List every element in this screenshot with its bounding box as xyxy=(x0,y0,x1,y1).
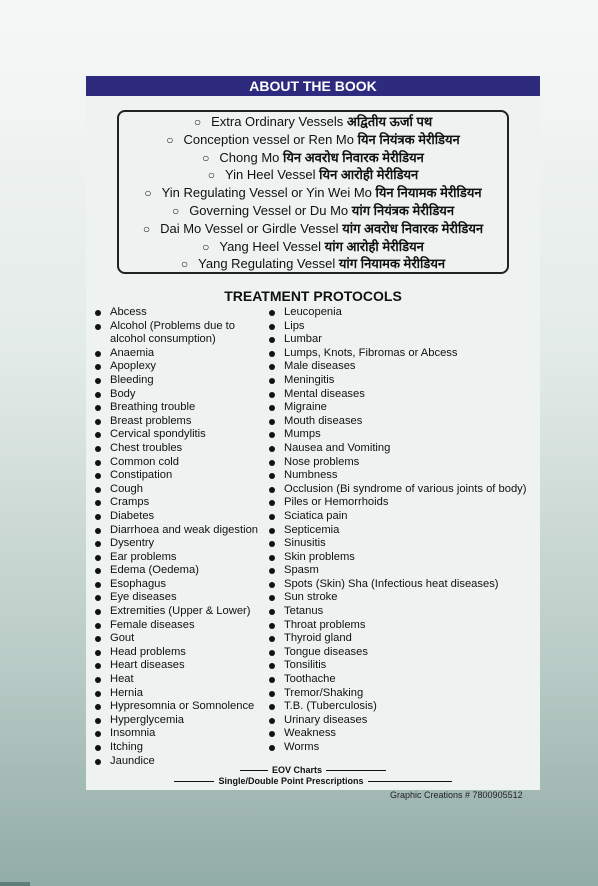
bullet-icon xyxy=(269,650,275,656)
bullet-icon xyxy=(269,310,275,316)
treatment-label: Cramps xyxy=(110,496,150,509)
vessel-item xyxy=(119,131,507,149)
treatment-label: Anaemia xyxy=(110,346,155,359)
treatment-label: Cough xyxy=(110,482,143,495)
treatment-label: Numbness xyxy=(284,469,338,482)
bullet-icon xyxy=(269,419,275,425)
circle-outline-icon: ○ xyxy=(180,257,189,272)
bullet-icon xyxy=(269,392,275,398)
vessel-item xyxy=(119,238,507,256)
treatment-label: Heart diseases xyxy=(110,659,185,672)
treatment-item xyxy=(92,619,267,633)
vessel-english-name: Governing Vessel or Du Mo xyxy=(189,202,349,218)
treatment-item xyxy=(266,551,540,565)
bullet-icon xyxy=(269,364,275,370)
vessel-english-name: Yin Regulating Vessel or Yin Wei Mo xyxy=(161,185,372,201)
treatment-label: Tongue diseases xyxy=(284,645,368,658)
treatment-item xyxy=(266,524,540,538)
treatment-item xyxy=(266,456,540,470)
treatment-item xyxy=(266,646,540,660)
bullet-icon xyxy=(269,324,275,330)
treatment-label: Head problems xyxy=(110,645,186,658)
bullet-icon xyxy=(269,528,275,534)
treatment-label: Sinusitis xyxy=(284,537,326,550)
bullet-icon xyxy=(95,487,101,493)
footer-prescriptions xyxy=(86,776,540,786)
treatment-label: Heat xyxy=(110,673,134,686)
vessel-item xyxy=(119,113,507,131)
treatment-label: Mumps xyxy=(284,428,321,441)
bullet-icon xyxy=(269,704,275,710)
treatment-item xyxy=(266,510,540,524)
vessel-english-name: Dai Mo Vessel or Girdle Vessel xyxy=(160,220,339,236)
bullet-icon xyxy=(269,623,275,629)
treatment-item xyxy=(266,388,540,402)
treatment-item xyxy=(92,659,267,673)
prescriptions-label: Single/Double Point Prescriptions xyxy=(218,776,364,786)
graphic-credit: Graphic Creations # 7800905512 xyxy=(390,790,523,800)
treatment-label: Edema (Oedema) xyxy=(110,564,199,577)
divider xyxy=(326,770,386,771)
treatment-label: Hypresomnia or Somnolence xyxy=(110,700,255,713)
treatment-item xyxy=(266,632,540,646)
treatment-label: Eye diseases xyxy=(110,591,177,604)
treatment-label: Female diseases xyxy=(110,618,195,631)
vessel-english-name: Conception vessel or Ren Mo xyxy=(183,131,354,147)
vessel-hindi-name: यांग आरोही मेरीडियन xyxy=(324,238,424,254)
vessel-english-name: Yang Heel Vessel xyxy=(219,238,322,254)
treatment-item xyxy=(266,496,540,510)
divider xyxy=(368,781,452,782)
treatment-label: Tonsilitis xyxy=(284,659,327,672)
treatment-label: Constipation xyxy=(110,469,173,482)
bullet-icon xyxy=(95,351,101,357)
circle-outline-icon: ○ xyxy=(144,186,152,201)
treatment-item xyxy=(92,591,267,605)
vessel-hindi-name: यांग अवरोध निवारक मेरीडियन xyxy=(342,220,484,236)
bullet-icon xyxy=(95,582,101,588)
treatment-label: Skin problems xyxy=(284,550,355,563)
treatment-item xyxy=(92,306,267,320)
treatment-item xyxy=(266,333,540,347)
treatment-label: Dysentry xyxy=(110,537,155,550)
treatment-label: Body xyxy=(110,387,136,400)
treatment-label: T.B. (Tuberculosis) xyxy=(284,700,377,713)
treatment-item xyxy=(92,524,267,538)
treatment-label: Insomnia xyxy=(110,727,156,740)
bullet-icon xyxy=(95,745,101,751)
bullet-icon xyxy=(95,663,101,669)
bullet-icon xyxy=(95,378,101,384)
treatment-label: Piles or Hemorrhoids xyxy=(284,496,389,509)
treatment-item xyxy=(266,619,540,633)
treatment-label: Thyroid gland xyxy=(284,632,352,645)
bullet-icon xyxy=(95,324,101,330)
bullet-icon xyxy=(269,568,275,574)
treatment-item xyxy=(266,605,540,619)
treatment-item xyxy=(92,442,267,456)
bullet-icon xyxy=(269,351,275,357)
bullet-icon xyxy=(95,704,101,710)
treatment-item xyxy=(92,388,267,402)
divider xyxy=(240,770,268,771)
treatment-label: Tremor/Shaking xyxy=(284,686,364,699)
bullet-icon xyxy=(95,541,101,547)
treatment-item xyxy=(92,578,267,592)
treatment-item xyxy=(92,632,267,646)
footer-eov-charts xyxy=(86,765,540,775)
bullet-icon xyxy=(95,691,101,697)
treatment-item xyxy=(266,306,540,320)
treatment-label: Toothache xyxy=(284,673,336,686)
vessel-english-name: Yin Heel Vessel xyxy=(224,167,316,183)
bullet-icon xyxy=(95,609,101,615)
treatment-label: Occlusion (Bi syndrome of various joints of body) xyxy=(284,482,527,495)
treatment-label: Sun stroke xyxy=(284,591,338,604)
vessels-box xyxy=(117,110,509,274)
treatment-label: Diarrhoea and weak digestion xyxy=(110,523,259,536)
treatment-item xyxy=(266,347,540,361)
circle-outline-icon: ○ xyxy=(202,239,210,254)
treatment-item xyxy=(266,483,540,497)
treatment-label: Cervical spondylitis xyxy=(110,428,206,441)
treatment-item xyxy=(266,673,540,687)
treatment-item xyxy=(92,605,267,619)
bullet-icon xyxy=(269,731,275,737)
treatment-item xyxy=(92,700,267,714)
bullet-icon xyxy=(95,718,101,724)
treatment-item xyxy=(92,673,267,687)
treatment-item xyxy=(92,483,267,497)
treatment-item xyxy=(92,496,267,510)
bullet-icon xyxy=(269,609,275,615)
treatment-item xyxy=(92,456,267,470)
treatment-item xyxy=(266,659,540,673)
treatment-label: Bleeding xyxy=(110,373,154,386)
treatment-item xyxy=(92,374,267,388)
treatment-item xyxy=(92,347,267,361)
treatment-label: Urinary diseases xyxy=(284,713,368,726)
treatment-item xyxy=(92,401,267,415)
treatment-item xyxy=(266,591,540,605)
treatment-label: Common cold xyxy=(110,455,180,468)
circle-outline-icon: ○ xyxy=(207,168,215,183)
treatment-label: Ear problems xyxy=(110,550,177,563)
bullet-icon xyxy=(269,378,275,384)
treatment-label: Lumps, Knots, Fibromas or Abcess xyxy=(284,346,458,359)
treatment-label: Breast problems xyxy=(110,414,192,427)
treatment-item xyxy=(92,687,267,701)
treatment-item xyxy=(266,469,540,483)
treatment-label: Tetanus xyxy=(284,605,324,618)
treatment-label: Meningitis xyxy=(284,373,335,386)
bullet-icon xyxy=(95,650,101,656)
bullet-icon xyxy=(95,364,101,370)
treatment-list-left xyxy=(92,306,267,768)
treatment-label: Extremities (Upper & Lower) xyxy=(110,605,251,618)
treatment-label: Alcohol (Problems due to alcohol consumption) xyxy=(110,319,235,346)
bullet-icon xyxy=(95,310,101,316)
treatment-item xyxy=(92,415,267,429)
bullet-icon xyxy=(269,745,275,751)
treatment-label: Breathing trouble xyxy=(110,401,196,414)
treatment-item xyxy=(266,415,540,429)
bullet-icon xyxy=(95,568,101,574)
divider xyxy=(174,781,214,782)
treatment-label: Hyperglycemia xyxy=(110,713,184,726)
vessel-item xyxy=(119,149,507,167)
treatment-item xyxy=(92,510,267,524)
treatment-item xyxy=(266,727,540,741)
treatment-label: Nose problems xyxy=(284,455,360,468)
vessel-hindi-name: अद्वितीय ऊर्जा पथ xyxy=(346,114,433,129)
treatment-label: Spots (Skin) Sha (Infectious heat diseases) xyxy=(284,577,499,590)
vessel-hindi-name: यिन नियंत्रक मेरीडियन xyxy=(357,131,460,147)
treatment-label: Weakness xyxy=(284,727,337,740)
treatment-item xyxy=(266,700,540,714)
bullet-icon xyxy=(269,405,275,411)
treatment-item xyxy=(92,428,267,442)
bullet-icon xyxy=(95,473,101,479)
bullet-icon xyxy=(269,718,275,724)
treatment-label: Worms xyxy=(284,741,320,753)
bullet-icon xyxy=(95,759,101,765)
treatment-label: Itching xyxy=(110,741,143,753)
vessel-hindi-name: यांग नियंत्रक मेरीडियन xyxy=(351,202,455,218)
treatment-item xyxy=(92,714,267,728)
treatment-label: Gout xyxy=(110,632,135,645)
bullet-icon xyxy=(269,432,275,438)
bullet-icon xyxy=(95,636,101,642)
bullet-icon xyxy=(269,500,275,506)
treatment-item xyxy=(266,428,540,442)
vessel-english-name: Extra Ordinary Vessels xyxy=(211,114,344,129)
vessel-english-name: Yang Regulating Vessel xyxy=(198,256,336,272)
vessel-item xyxy=(119,202,507,220)
treatment-label: Lips xyxy=(284,319,305,332)
bullet-icon xyxy=(95,731,101,737)
treatment-item xyxy=(92,741,267,755)
bullet-icon xyxy=(269,663,275,669)
circle-outline-icon: ○ xyxy=(142,221,151,236)
eov-charts-label: EOV Charts xyxy=(271,765,322,775)
about-book-header: ABOUT THE BOOK xyxy=(86,76,540,96)
bullet-icon xyxy=(95,555,101,561)
treatment-list-right xyxy=(266,306,540,755)
bullet-icon xyxy=(269,582,275,588)
bullet-icon xyxy=(95,419,101,425)
bullet-icon xyxy=(95,432,101,438)
treatment-label: Sciatica pain xyxy=(284,509,348,522)
treatment-label: Male diseases xyxy=(284,360,356,373)
bottom-strip xyxy=(0,882,30,886)
treatment-label: Lumbar xyxy=(284,333,322,346)
bullet-icon xyxy=(269,337,275,343)
vessel-hindi-name: यिन नियामक मेरीडियन xyxy=(375,185,482,201)
bullet-icon xyxy=(269,473,275,479)
treatment-label: Migraine xyxy=(284,401,327,414)
vessel-item xyxy=(119,220,507,238)
bullet-icon xyxy=(95,405,101,411)
treatment-item xyxy=(266,578,540,592)
circle-outline-icon: ○ xyxy=(193,115,202,129)
treatment-label: Chest troubles xyxy=(110,441,183,454)
vessel-item xyxy=(119,166,507,184)
treatment-label: Mental diseases xyxy=(284,387,365,400)
treatment-item xyxy=(92,564,267,578)
treatment-label: Leucopenia xyxy=(284,306,342,318)
bullet-icon xyxy=(269,541,275,547)
treatment-label: Hernia xyxy=(110,686,143,699)
treatment-item xyxy=(266,741,540,755)
treatment-label: Throat problems xyxy=(284,618,366,631)
bullet-icon xyxy=(95,460,101,466)
treatment-protocols-title: TREATMENT PROTOCOLS xyxy=(224,288,402,304)
vessel-hindi-name: यिन अवरोध निवारक मेरीडियन xyxy=(283,149,424,165)
treatment-item xyxy=(266,374,540,388)
vessel-english-name: Chong Mo xyxy=(219,149,280,165)
treatment-item xyxy=(92,551,267,565)
vessel-hindi-name: यांग नियामक मेरीडियन xyxy=(338,256,446,272)
treatment-item xyxy=(92,727,267,741)
treatment-item xyxy=(266,320,540,334)
treatment-label: Abcess xyxy=(110,306,147,318)
treatment-label: Esophagus xyxy=(110,577,166,590)
treatment-label: Septicemia xyxy=(284,523,340,536)
bullet-icon xyxy=(95,677,101,683)
circle-outline-icon: ○ xyxy=(171,203,180,218)
treatment-label: Apoplexy xyxy=(110,360,157,373)
treatment-item xyxy=(92,537,267,551)
vessel-item xyxy=(119,255,507,273)
bullet-icon xyxy=(269,595,275,601)
bullet-icon xyxy=(269,460,275,466)
treatment-label: Spasm xyxy=(284,564,319,577)
treatment-label: Mouth diseases xyxy=(284,414,363,427)
bullet-icon xyxy=(269,446,275,452)
bullet-icon xyxy=(95,392,101,398)
bullet-icon xyxy=(269,636,275,642)
treatment-label: Diabetes xyxy=(110,509,155,522)
bullet-icon xyxy=(269,677,275,683)
treatment-item xyxy=(266,401,540,415)
circle-outline-icon: ○ xyxy=(166,132,174,147)
bullet-icon xyxy=(95,623,101,629)
treatment-item xyxy=(92,360,267,374)
bullet-icon xyxy=(269,691,275,697)
treatment-item xyxy=(266,442,540,456)
circle-outline-icon: ○ xyxy=(202,150,210,165)
vessel-item xyxy=(119,184,507,202)
treatment-item xyxy=(266,360,540,374)
bullet-icon xyxy=(95,446,101,452)
treatment-item xyxy=(92,646,267,660)
treatment-item xyxy=(266,564,540,578)
bullet-icon xyxy=(95,514,101,520)
treatment-label: Jaundice xyxy=(110,754,155,767)
treatment-label: Nausea and Vomiting xyxy=(284,441,391,454)
treatment-item xyxy=(92,469,267,483)
vessel-hindi-name: यिन आरोही मेरीडियन xyxy=(319,167,419,183)
treatment-item xyxy=(266,537,540,551)
bullet-icon xyxy=(269,555,275,561)
treatment-item xyxy=(92,320,257,347)
bullet-icon xyxy=(269,487,275,493)
bullet-icon xyxy=(95,528,101,534)
bullet-icon xyxy=(95,500,101,506)
treatment-item xyxy=(266,714,540,728)
bullet-icon xyxy=(95,595,101,601)
bullet-icon xyxy=(269,514,275,520)
treatment-item xyxy=(266,687,540,701)
